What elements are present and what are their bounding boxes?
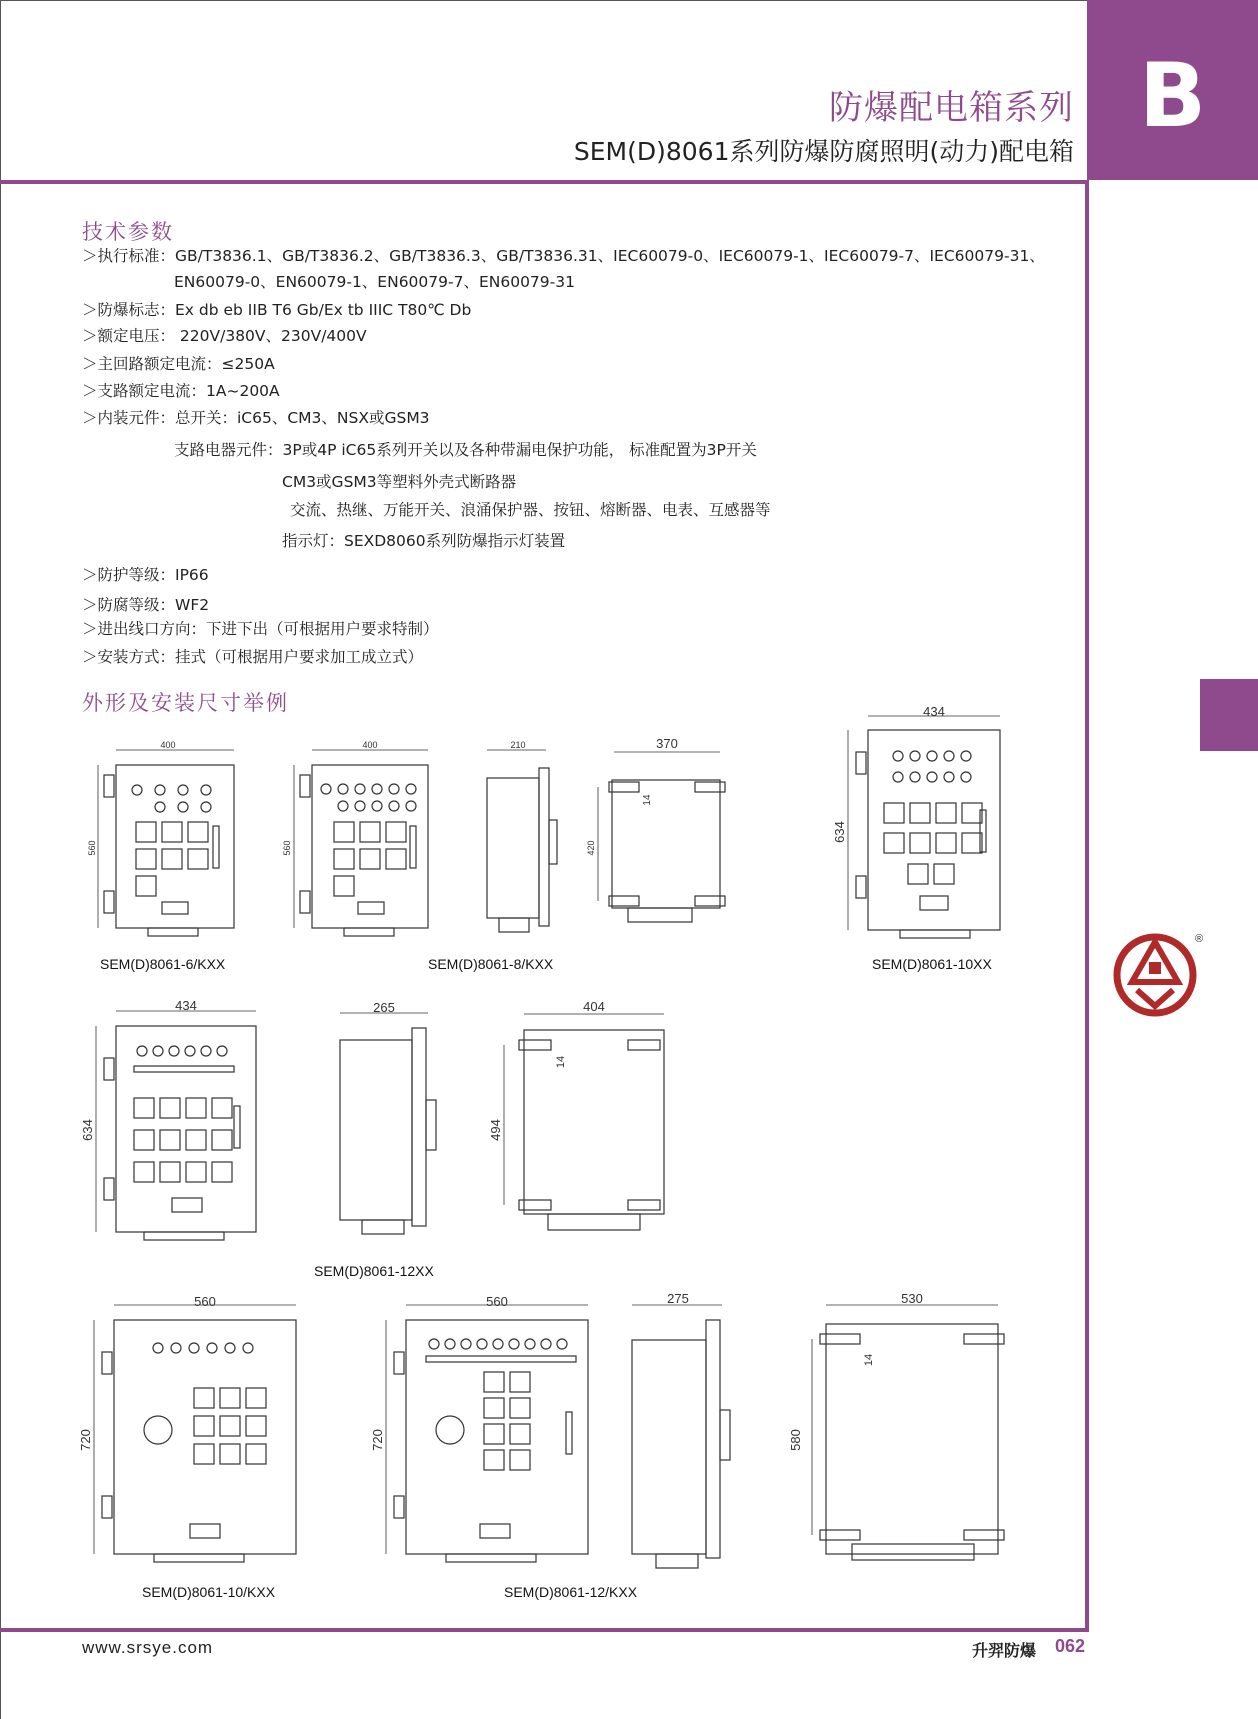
caption-12-kxx: SEM(D)8061-12/KXX	[504, 1584, 638, 1600]
dim-label: 560	[87, 840, 97, 856]
param-line: ＞主回路额定电流：≤250A	[82, 355, 275, 373]
param-line: ＞防腐等级：WF2	[82, 596, 210, 614]
dim-label: 400	[160, 740, 176, 750]
product-title: SEM(D)8061系列防爆防腐照明(动力)配电箱	[573, 137, 1074, 166]
param-line: ＞防护等级：IP66	[82, 566, 209, 584]
registered-mark: ®	[1195, 933, 1204, 945]
param-line: 交流、热继、万能开关、浪涌保护器、按钮、熔断器、电表、互感器等	[290, 501, 771, 519]
param-line: ＞防爆标志：Ex db eb IIB T6 Gb/Ex tb IIIC T80℃ Db	[82, 301, 472, 319]
dim-label: 560	[194, 1294, 216, 1309]
param-line: 指示灯：SEXD8060系列防爆指示灯装置	[282, 532, 566, 550]
caption-10-kxx: SEM(D)8061-10/KXX	[142, 1584, 276, 1600]
dim-label: 494	[488, 1119, 503, 1141]
dim-label: 634	[80, 1119, 95, 1141]
dim-label: 275	[667, 1291, 689, 1306]
page-number: 062	[1055, 1636, 1086, 1656]
drawing-12xx-side	[340, 1013, 436, 1234]
dim-label: 14	[555, 1055, 567, 1069]
dim-label: 420	[586, 840, 596, 856]
caption-8-kxx: SEM(D)8061-8/KXX	[428, 956, 554, 972]
dim-label: 210	[510, 740, 526, 750]
side-index-tab	[1200, 679, 1258, 751]
section-letter: B	[1138, 44, 1207, 147]
drawing-10-kxx-front	[94, 1305, 296, 1562]
param-line: ＞额定电压： 220V/380V、230V/400V	[82, 327, 367, 345]
dim-label: 580	[788, 1429, 803, 1451]
dim-label: 560	[486, 1294, 508, 1309]
dim-label: 370	[656, 736, 678, 751]
dim-label: 560	[282, 840, 292, 856]
dim-label: 14	[863, 1353, 875, 1367]
dim-label: 434	[923, 704, 945, 719]
dim-label: 265	[373, 1000, 395, 1015]
param-line: ＞支路额定电流：1A~200A	[82, 382, 280, 400]
caption-6-kxx: SEM(D)8061-6/KXX	[100, 956, 226, 972]
param-line: ＞内装元件：总开关：iC65、CM3、NSX或GSM3	[82, 409, 430, 427]
dim-label: 634	[832, 821, 847, 843]
drawing-12-kxx-front	[386, 1305, 588, 1562]
drawing-6-kxx-front	[98, 750, 234, 936]
dim-label: 434	[175, 998, 197, 1013]
drawing-8-kxx-side	[487, 750, 557, 932]
dimensions-heading: 外形及安装尺寸举例	[82, 691, 289, 715]
tech-params-heading: 技术参数	[82, 220, 174, 244]
param-line: ＞安装方式：挂式（可根据用户要求加工成立式）	[82, 648, 424, 666]
caption-10xx: SEM(D)8061-10XX	[872, 956, 992, 972]
param-line: 支路电器元件：3P或4P iC65系列开关以及各种带漏电保护功能， 标准配置为3P开关	[174, 441, 757, 459]
drawing-8-kxx-front	[294, 750, 428, 936]
drawing-12-kxx-back	[812, 1305, 1004, 1560]
param-line: ＞执行标准：GB/T3836.1、GB/T3836.2、GB/T3836.3、GB/T3836.31、IEC60079-0、IEC60079-1、IEC60079-7、IEC60079-31、	[82, 247, 1045, 265]
dim-label: 530	[901, 1291, 923, 1306]
dim-label: 720	[370, 1429, 385, 1451]
drawing-12xx-front	[96, 1011, 256, 1240]
series-title: 防爆配电箱系列	[829, 88, 1074, 128]
company-logo-icon	[1112, 932, 1198, 1018]
footer-brand: 升羿防爆	[972, 1641, 1037, 1660]
dim-label: 14	[642, 794, 653, 806]
param-line: EN60079-0、EN60079-1、EN60079-7、EN60079-31	[174, 273, 575, 291]
param-line: CM3或GSM3等塑料外壳式断路器	[282, 473, 517, 491]
footer-website: www.srsye.com	[82, 1638, 214, 1657]
dim-label: 404	[583, 999, 605, 1014]
param-line: ＞进出线口方向：下进下出（可根据用户要求特制）	[82, 620, 439, 638]
dim-label: 720	[78, 1429, 93, 1451]
drawing-12-kxx-side	[632, 1305, 730, 1568]
drawing-10xx-front	[848, 716, 1000, 938]
right-border	[1085, 180, 1089, 1632]
drawing-8-kxx-back	[598, 752, 725, 922]
caption-12xx: SEM(D)8061-12XX	[314, 1263, 434, 1279]
drawing-12xx-back	[504, 1014, 664, 1230]
dim-label: 400	[362, 740, 378, 750]
